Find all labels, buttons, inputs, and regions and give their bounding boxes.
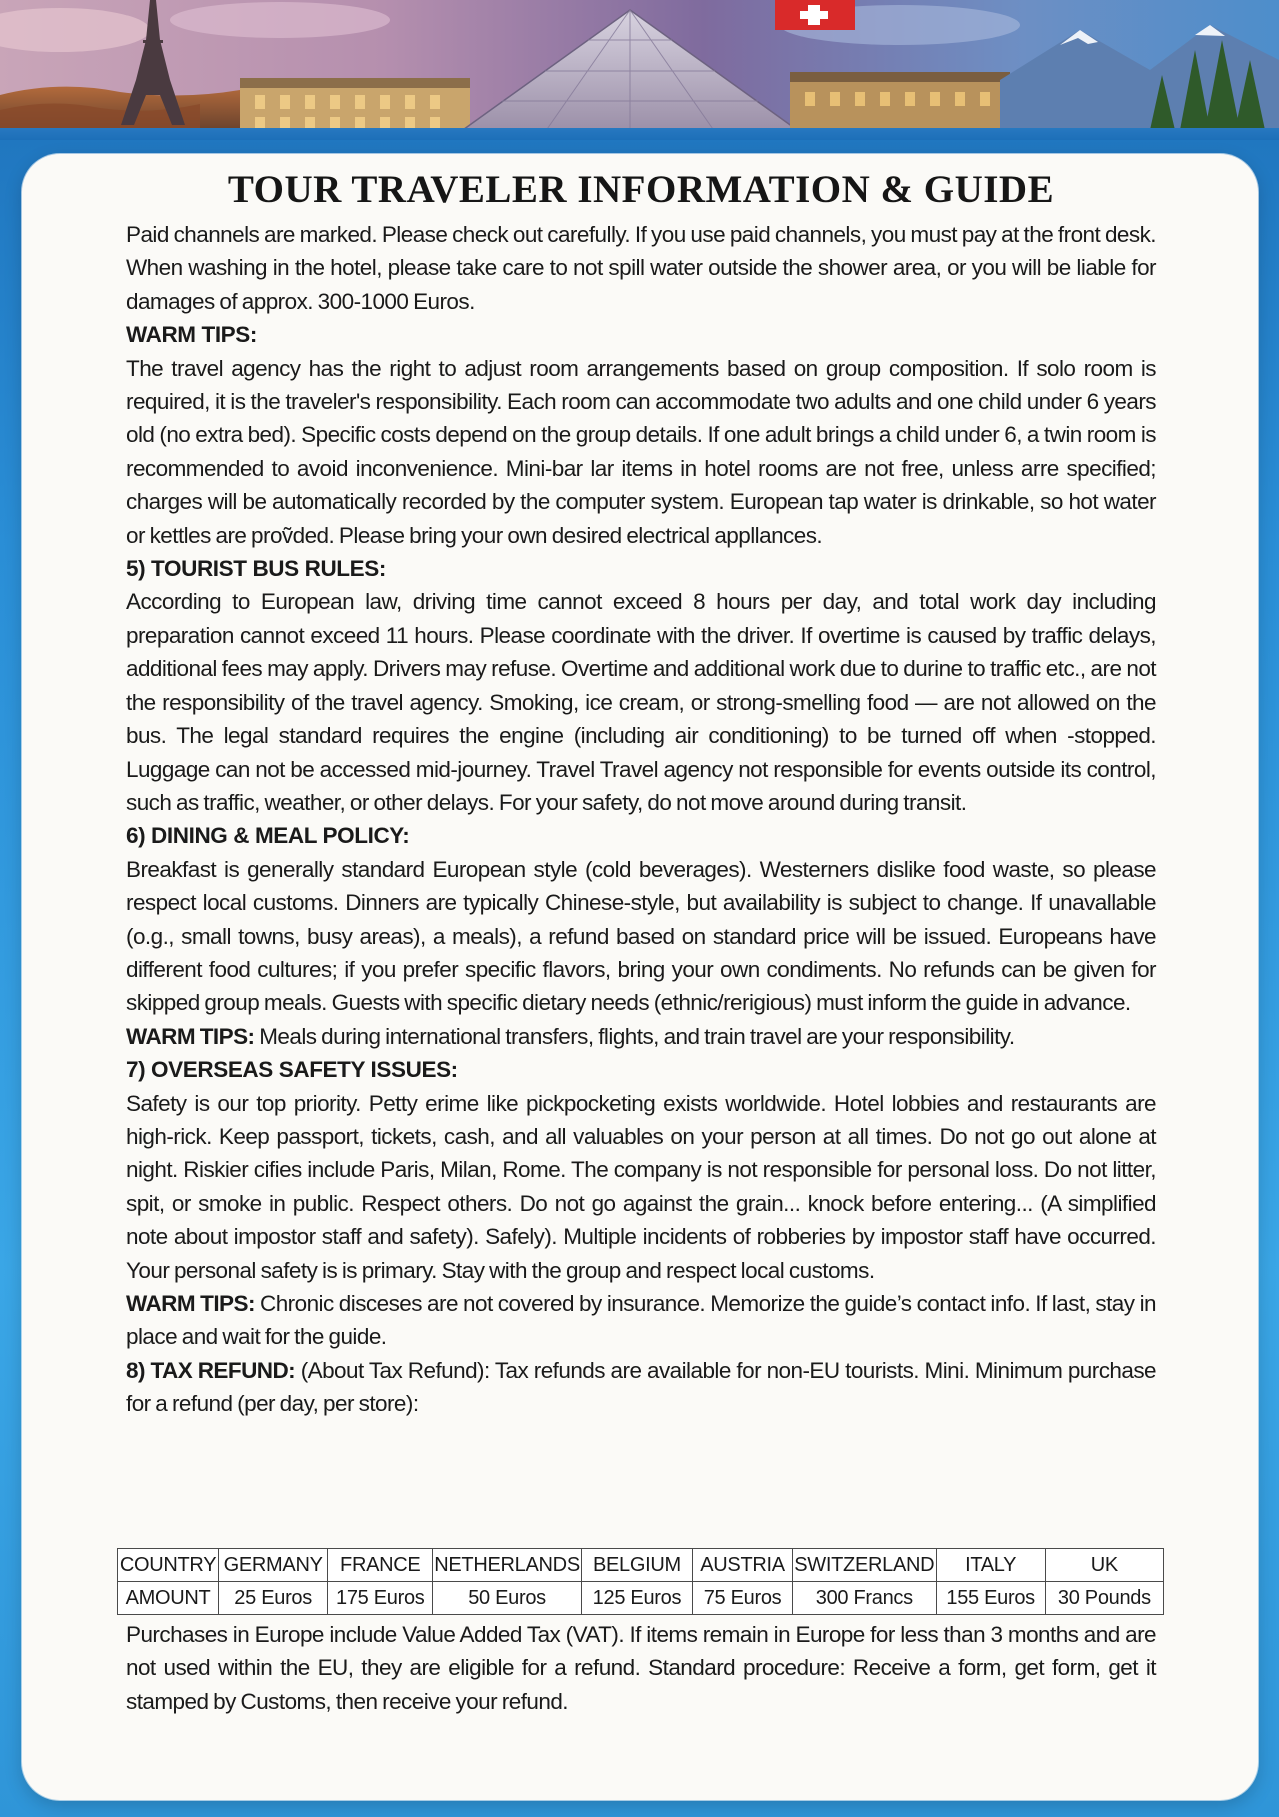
table-cell-amount: 125 Euros (581, 1582, 692, 1615)
table-row-amounts (118, 1582, 1164, 1615)
page-title: TOUR TRAVELER INFORMATION & GUIDE (227, 168, 1055, 211)
safety-paragraph: Safety is our top priority. Petty erime like pickpocketing exists worldwide. Hotel lobbies and restaurants are high-rick. Keep passport, tickets, cash, and all valuables on your person at all times. Do not go out alone at night. Riskier cifies include Paris, Milan, Rome. The company is not responsible for personal loss. Do not litter, spit, or smoke in public. Respect others. Do not go against the grain... knock before entering... (A simplified note about impostor staff and safety). Safely). Multiple incidents of robberies by impostor staff have occurred. Your personal safety is is primary. Stay with the group and respect local customs. (126, 1090, 1156, 1283)
table-cell-country: SWITZERLAND (793, 1549, 937, 1582)
tax-refund-table (117, 1548, 1164, 1615)
table-cell-amount: 25 Euros (219, 1582, 328, 1615)
table-cell-country: NETHERLANDS (433, 1549, 582, 1582)
swiss-flag-icon (775, 0, 855, 30)
table-cell-country: UK (1045, 1549, 1163, 1582)
safety-warm-tips (126, 1287, 1156, 1354)
table-header-country: COUNTRY (118, 1549, 219, 1582)
table-cell-amount: 300 Francs (793, 1582, 937, 1615)
tax-refund-details (126, 1618, 1156, 1718)
table-cell-amount: 175 Euros (328, 1582, 433, 1615)
safety-heading: 7) OVERSEAS SAFETY ISSUES: (126, 1057, 458, 1083)
table-cell-country: FRANCE (328, 1549, 433, 1582)
header-banner-image (0, 0, 1279, 140)
safety-warm-tips-label: WARM TIPS: (126, 1291, 255, 1316)
tax-refund-heading: 8) TAX REFUND: (126, 1357, 296, 1383)
dining-warm-tips-label: WARM TIPS: (126, 1023, 255, 1049)
table-cell-country: ITALY (936, 1549, 1045, 1582)
guide-content (126, 162, 1156, 1421)
table-cell-amount: 75 Euros (693, 1582, 793, 1615)
table-cell-amount: 155 Euros (936, 1582, 1045, 1615)
bus-rules-heading: 5) TOURIST BUS RULES: (126, 556, 386, 582)
safety-warm-tips-text: Chronic disceses are not covered by insurance. Memorize the guide’s contact info. If last, stay in place and wait for the guide. (126, 1291, 1156, 1350)
tax-refund-intro (126, 1354, 1156, 1421)
dining-warm-tips (126, 1020, 1156, 1053)
table-cell-amount: 50 Euros (433, 1582, 582, 1615)
table-cell-country: BELGIUM (581, 1549, 692, 1582)
table-cell-amount: 30 Pounds (1045, 1582, 1163, 1615)
table-header-amount: AMOUNT (118, 1582, 219, 1615)
vat-paragraph: Purchases in Europe include Value Added Tax (VAT). If items remain in Europe for less than 3 months and are not used within the EU, they are eligible for a refund. Standard procedure: Receive a form, get form, get it stamped by Customs, then receive your refund. (126, 1622, 1156, 1714)
table-row-countries (118, 1549, 1164, 1582)
landmarks-illustration (0, 0, 1279, 140)
intro-paragraph: Paid channels are marked. Please check out carefully. If you use paid channels, you must pay at the front desk. When washing in the hotel, please take care to not spill water outside the shower area, or you will be liable for damages of approx. 300-1000 Euros. (126, 222, 1156, 314)
warm-tips-heading: WARM TIPS: (126, 322, 257, 348)
table-cell-country: AUSTRIA (693, 1549, 793, 1582)
warm-tips-paragraph: The travel agency has the right to adjust room arrangements based on group composition. If solo room is required, it is the traveler's responsibility. Each room can accommodate two adults and one child under 6 years old (no extra bed). Specific costs depend on the group details. If one adult brings a child under 6, a twin room is recommended to avoid inconvenience. Mini-bar lar items in hotel rooms are not free, unless arre specified; charges will be automatically recorded by the computer system. European tap water is drinkable, so hot water or kettles are proṽded. Please bring your own desired electrical appllances. (126, 355, 1156, 548)
tax-refund-text: (About Tax Refund): Tax refunds are available for non-EU tourists. Mini. Minimum purchase for a refund (per day, per store): (126, 1357, 1156, 1417)
bus-rules-paragraph: According to European law, driving time cannot exceed 8 hours per day, and total work day including preparation cannot exceed 11 hours. Please coordinate with the driver. If overtime is caused by traffic delays, additional fees may apply. Drivers may refuse. Overtime and additional work due to durine to traffic etc., are not the responsibility of the travel agency. Smoking, ice cream, or strong-smelling food — are not allowed on the bus. The legal standard requires the engine (including air conditioning) to be turned off when -stopped. Luggage can not be accessed mid-journey. Travel Travel agency not responsible for events outside its control, such as traffic, weather, or other delays. For your safety, do not move around during transit. (126, 589, 1156, 815)
dining-paragraph: Breakfast is generally standard European style (cold beverages). Westerners dislike food waste, so please respect local customs. Dinners are typically Chinese-style, but availability is subject to change. If unavallable (o.g., small towns, busy areas), a meals), a refund based on standard price will be issued. Europeans have different food cultures; if you prefer specific flavors, bring your own condiments. No refunds can be given for skipped group meals. Guests with specific dietary needs (ethnic/rerigious) must inform the guide in advance. (126, 856, 1156, 1016)
table-cell-country: GERMANY (219, 1549, 328, 1582)
dining-warm-tips-text: Meals during international transfers, flights, and train travel are your responsibility. (254, 1023, 1015, 1049)
dining-heading: 6) DINING & MEAL POLICY: (126, 823, 410, 849)
